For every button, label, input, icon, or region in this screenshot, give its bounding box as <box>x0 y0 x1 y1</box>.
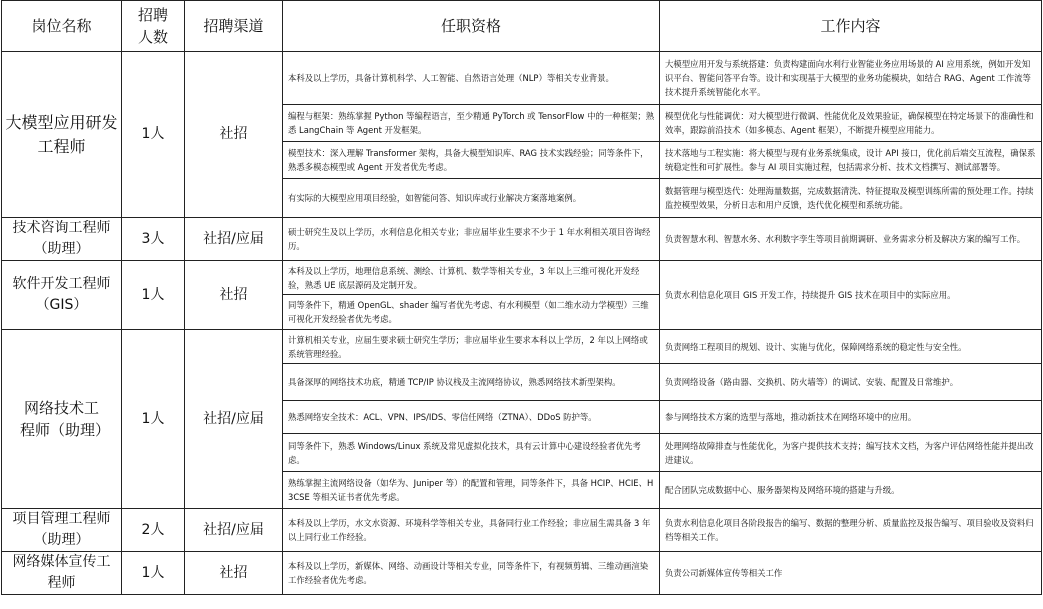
headcount: 3人 <box>122 218 185 261</box>
position-name: 网络技术工程师（助理） <box>2 330 122 509</box>
qualification-item: 计算机相关专业，应届生要求硕士研究生学历；非应届毕业生要求本科以上学历，2 年以上网络或系统管理经验。 <box>283 330 660 364</box>
duty-item: 配合团队完成数据中心、服务器架构及网络环境的搭建与升级。 <box>660 472 1042 509</box>
table-row <box>2 552 1042 595</box>
duty-item: 处理网络故障排查与性能优化，为客户提供技术支持；编写技术文档，为客户评估网络性能并提出改进建议。 <box>660 434 1042 472</box>
table-row <box>2 218 1042 261</box>
qualification-item: 模型技术：深入理解 Transformer 架构，具备大模型知识库、RAG 技术实践经验；同等条件下，熟悉多模态模型或 Agent 开发者优先考虑。 <box>283 142 660 179</box>
header-qualifications: 任职资格 <box>283 1 660 52</box>
header-headcount: 招聘人数 <box>122 1 185 52</box>
recruitment-table <box>1 0 1042 595</box>
table-row <box>2 330 1042 364</box>
position-name: 项目管理工程师（助理） <box>2 509 122 552</box>
qualification-item: 熟练掌握主流网络设备（如华为、Juniper 等）的配置和管理，同等条件下，具备 HCIP、HCIE、H3CSE 等相关证书者优先考虑。 <box>283 472 660 509</box>
qualification-item: 有实际的大模型应用项目经验，如智能问答、知识库或行业解决方案落地案例。 <box>283 179 660 218</box>
duty-item: 负责水利信息化项目 GIS 开发工作，持续提升 GIS 技术在项目中的实际应用。 <box>660 261 1042 330</box>
position-name: 技术咨询工程师（助理） <box>2 218 122 261</box>
duty-item: 负责水利信息化项目各阶段报告的编写、数据的整理分析、质量监控及报告编写、项目验收及资料归档等相关工作。 <box>660 509 1042 552</box>
position-name: 网络媒体宣传工程师 <box>2 552 122 595</box>
headcount: 1人 <box>122 552 185 595</box>
duty-item: 大模型应用开发与系统搭建：负责构建面向水利行业智能业务应用场景的 AI 应用系统，例如开发知识平台、智能问答平台等。设计和实现基于大模型的业务功能模块，如结合 RAG、Agent 工作流等技术提升系统智能化水平。 <box>660 52 1042 105</box>
recruit-channel: 社招 <box>185 552 283 595</box>
duty-item: 参与网络技术方案的选型与落地，推动新技术在网络环境中的应用。 <box>660 401 1042 434</box>
headcount: 1人 <box>122 330 185 509</box>
table-row <box>2 261 1042 295</box>
qualification-item: 同等条件下，熟悉 Windows/Linux 系统及常见虚拟化技术，具有云计算中心建设经验者优先考虑。 <box>283 434 660 472</box>
duty-item: 负责智慧水利、智慧水务、水利数字孪生等项目前期调研、业务需求分析及解决方案的编写工作。 <box>660 218 1042 261</box>
table-row <box>2 52 1042 105</box>
position-name: 大模型应用研发工程师 <box>2 52 122 218</box>
position-name: 软件开发工程师（GIS） <box>2 261 122 330</box>
qualification-item: 本科及以上学历，水文水资源、环境科学等相关专业，具备同行业工作经验；非应届生需具备 3 年以上同行业工作经验。 <box>283 509 660 552</box>
qualification-item: 硕士研究生及以上学历，水利信息化相关专业；非应届毕业生要求不少于 1 年水利相关项目咨询经历。 <box>283 218 660 261</box>
header-duties: 工作内容 <box>660 1 1042 52</box>
duty-item: 数据管理与模型迭代：处理海量数据，完成数据清洗、特征提取及模型训练所需的预处理工作。持续监控模型效果，分析日志和用户反馈，迭代优化模型和系统功能。 <box>660 179 1042 218</box>
headcount: 1人 <box>122 52 185 218</box>
duty-item: 负责公司新媒体宣传等相关工作 <box>660 552 1042 595</box>
headcount: 2人 <box>122 509 185 552</box>
qualification-item: 同等条件下，精通 OpenGL、shader 编写者优先考虑、有水利模型（如二维水动力学模型）三维可视化开发经验者优先考虑。 <box>283 295 660 330</box>
job-table-body <box>2 52 1042 595</box>
qualification-item: 编程与框架：熟练掌握 Python 等编程语言，至少精通 PyTorch 或 TensorFlow 中的一种框架；熟悉 LangChain 等 Agent 开发框架。 <box>283 105 660 142</box>
qualification-item: 本科及以上学历，新媒体、网络、动画设计等相关专业，同等条件下，有视频剪辑、三维动画渲染工作经验者优先考虑。 <box>283 552 660 595</box>
recruit-channel: 社招/应届 <box>185 330 283 509</box>
duty-item: 模型优化与性能调优：对大模型进行微调、性能优化及效果验证，确保模型在特定场景下的准确性和效率，跟踪前沿技术（如多模态、Agent 框架），不断提升模型应用能力。 <box>660 105 1042 142</box>
header-position-name: 岗位名称 <box>2 1 122 52</box>
table-row <box>2 509 1042 552</box>
qualification-item: 本科及以上学历，地理信息系统、测绘、计算机、数学等相关专业，3 年以上三维可视化开发经验，熟悉 UE 底层源码及定制开发。 <box>283 261 660 295</box>
qualification-item: 具备深厚的网络技术功底，精通 TCP/IP 协议栈及主流网络协议，熟悉网络技术新型架构。 <box>283 364 660 401</box>
duty-item: 技术落地与工程实施：将大模型与现有业务系统集成，设计 API 接口，优化前后端交互流程，确保系统稳定性和可扩展性。参与 AI 项目实施过程，包括需求分析、技术文档撰写、测试部署等。 <box>660 142 1042 179</box>
duty-item: 负责网络工程项目的规划、设计、实施与优化，保障网络系统的稳定性与安全性。 <box>660 330 1042 364</box>
qualification-item: 熟悉网络安全技术：ACL、VPN、IPS/IDS、零信任网络（ZTNA）、DDoS 防护等。 <box>283 401 660 434</box>
qualification-item: 本科及以上学历，具备计算机科学、人工智能、自然语言处理（NLP）等相关专业背景。 <box>283 52 660 105</box>
duty-item: 负责网络设备（路由器、交换机、防火墙等）的调试、安装、配置及日常维护。 <box>660 364 1042 401</box>
recruit-channel: 社招 <box>185 52 283 218</box>
header-channel: 招聘渠道 <box>185 1 283 52</box>
recruit-channel: 社招/应届 <box>185 218 283 261</box>
recruit-channel: 社招 <box>185 261 283 330</box>
headcount: 1人 <box>122 261 185 330</box>
recruit-channel: 社招/应届 <box>185 509 283 552</box>
header-row <box>2 1 1042 52</box>
